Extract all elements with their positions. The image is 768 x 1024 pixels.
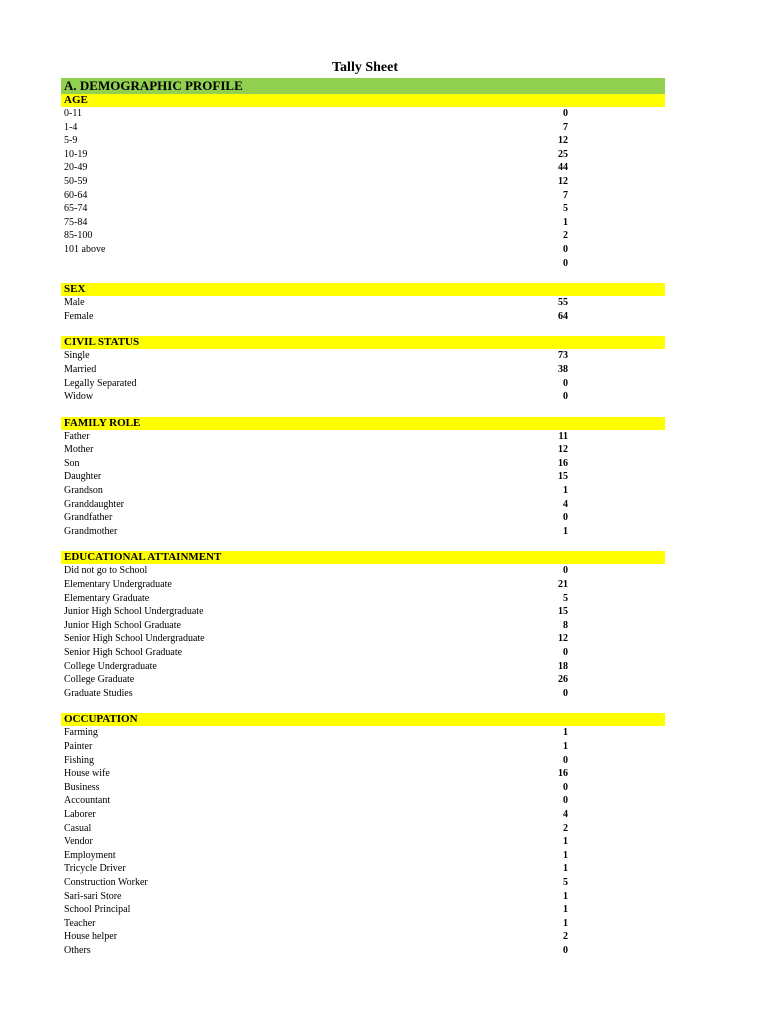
row-count: 0 xyxy=(563,754,568,766)
tally-row xyxy=(61,349,665,363)
row-label: 10-19 xyxy=(64,148,88,160)
row-count: 1 xyxy=(563,525,568,537)
row-label: Widow xyxy=(64,391,94,403)
row-count: 1 xyxy=(563,836,568,848)
tally-row xyxy=(61,835,665,849)
row-label: 0-11 xyxy=(64,108,82,119)
tally-row xyxy=(61,944,665,958)
row-label: 20-49 xyxy=(64,162,88,174)
row-count: 0 xyxy=(563,257,568,269)
row-label: Farming xyxy=(64,727,98,739)
tally-row xyxy=(61,646,665,660)
section-civil-status xyxy=(61,336,665,403)
tally-row xyxy=(61,794,665,808)
row-label: Father xyxy=(64,430,90,442)
row-label: Graduate Studies xyxy=(64,687,133,699)
row-label: Legally Separated xyxy=(64,377,137,389)
row-label: 75-84 xyxy=(64,216,88,228)
row-count: 0 xyxy=(563,391,568,403)
row-count: 1 xyxy=(563,485,568,497)
row-count: 7 xyxy=(563,121,568,133)
tally-row xyxy=(61,740,665,754)
row-count: 55 xyxy=(558,297,568,309)
row-count: 0 xyxy=(563,243,568,255)
row-label: Tricycle Driver xyxy=(64,863,126,875)
tally-row xyxy=(61,808,665,822)
row-label: Son xyxy=(64,457,80,469)
tally-row xyxy=(61,257,665,271)
section-header: OCCUPATION xyxy=(61,713,665,726)
row-label: Employment xyxy=(64,849,116,861)
tally-row xyxy=(61,673,665,687)
row-count: 15 xyxy=(558,606,568,618)
tally-row xyxy=(61,511,665,525)
section-header: SEX xyxy=(61,283,665,296)
row-count: 1 xyxy=(563,216,568,228)
tally-row xyxy=(61,161,665,175)
tally-row xyxy=(61,310,665,324)
row-label: 65-74 xyxy=(64,203,88,215)
row-count: 5 xyxy=(563,876,568,888)
tally-row xyxy=(61,619,665,633)
row-label: Grandfather xyxy=(64,512,113,524)
row-count: 1 xyxy=(563,849,568,861)
tally-row xyxy=(61,443,665,457)
row-label: Vendor xyxy=(64,836,93,848)
tally-row xyxy=(61,363,665,377)
section-sex xyxy=(61,283,665,323)
tally-row xyxy=(61,903,665,917)
tally-sheet xyxy=(61,78,665,957)
tally-row xyxy=(61,457,665,471)
row-label: Business xyxy=(64,781,100,793)
row-count: 0 xyxy=(563,108,568,119)
row-count: 1 xyxy=(563,890,568,902)
tally-row xyxy=(61,189,665,203)
row-count: 5 xyxy=(563,592,568,604)
tally-row xyxy=(61,767,665,781)
row-label: Single xyxy=(64,350,90,362)
section-age xyxy=(61,94,665,270)
tally-row xyxy=(61,470,665,484)
row-label: School Principal xyxy=(64,904,131,916)
row-count: 1 xyxy=(563,740,568,752)
row-count: 1 xyxy=(563,727,568,739)
row-label: Female xyxy=(64,310,94,322)
tally-row xyxy=(61,216,665,230)
tally-row xyxy=(61,525,665,539)
row-count: 73 xyxy=(558,350,568,362)
tally-row xyxy=(61,243,665,257)
row-label: Did not go to School xyxy=(64,565,148,577)
row-count: 11 xyxy=(558,430,568,442)
row-count: 16 xyxy=(558,768,568,780)
row-label: Grandmother xyxy=(64,525,118,537)
tally-row xyxy=(61,564,665,578)
row-count: 12 xyxy=(558,633,568,645)
row-label: Junior High School Graduate xyxy=(64,619,181,631)
tally-row xyxy=(61,578,665,592)
row-count: 21 xyxy=(558,579,568,591)
tally-row xyxy=(61,484,665,498)
tally-row xyxy=(61,430,665,444)
row-label: Mother xyxy=(64,444,94,456)
section-header: CIVIL STATUS xyxy=(61,336,665,349)
row-count: 38 xyxy=(558,363,568,375)
row-count: 2 xyxy=(563,230,568,242)
tally-row xyxy=(61,121,665,135)
tally-row xyxy=(61,605,665,619)
row-count: 0 xyxy=(563,944,568,956)
row-label: 60-64 xyxy=(64,189,88,201)
row-count: 44 xyxy=(558,162,568,174)
tally-row xyxy=(61,107,665,121)
row-count: 0 xyxy=(563,795,568,807)
row-count: 26 xyxy=(558,674,568,686)
row-label: Elementary Undergraduate xyxy=(64,579,172,591)
tally-row xyxy=(61,175,665,189)
row-count: 12 xyxy=(558,175,568,187)
row-count: 1 xyxy=(563,917,568,929)
tally-row xyxy=(61,890,665,904)
tally-row xyxy=(61,134,665,148)
row-count: 0 xyxy=(563,377,568,389)
row-label: Others xyxy=(64,944,91,956)
row-label: Sari-sari Store xyxy=(64,890,122,902)
row-count: 1 xyxy=(563,863,568,875)
row-label: Grandson xyxy=(64,485,103,497)
row-count: 12 xyxy=(558,135,568,147)
row-count: 2 xyxy=(563,822,568,834)
tally-row xyxy=(61,849,665,863)
row-count: 8 xyxy=(563,619,568,631)
row-count: 0 xyxy=(563,647,568,658)
row-count: 7 xyxy=(563,189,568,201)
section-occupation xyxy=(61,713,665,957)
tally-row xyxy=(61,632,665,646)
row-label: 50-59 xyxy=(64,175,88,187)
tally-row xyxy=(61,390,665,404)
row-count: 4 xyxy=(563,498,568,510)
row-count: 5 xyxy=(563,203,568,215)
row-label: Laborer xyxy=(64,808,96,820)
row-label: 5-9 xyxy=(64,135,78,147)
tally-row xyxy=(61,148,665,162)
tally-row xyxy=(61,781,665,795)
tally-row xyxy=(61,726,665,740)
row-count: 0 xyxy=(563,565,568,577)
row-label: 1-4 xyxy=(64,121,78,133)
tally-row xyxy=(61,660,665,674)
row-count: 18 xyxy=(558,660,568,672)
row-label: Teacher xyxy=(64,917,96,929)
row-label: Accountant xyxy=(64,795,111,807)
tally-row xyxy=(61,862,665,876)
demographic-profile-header: A. DEMOGRAPHIC PROFILE xyxy=(61,78,665,94)
row-label: Casual xyxy=(64,822,92,834)
section-family-role xyxy=(61,417,665,539)
row-label: Fishing xyxy=(64,754,95,766)
row-label: 101 above xyxy=(64,243,106,255)
row-count: 0 xyxy=(563,512,568,524)
page-title: Tally Sheet xyxy=(332,60,398,75)
tally-row xyxy=(61,498,665,512)
row-label: Male xyxy=(64,297,85,309)
section-header: AGE xyxy=(61,94,665,107)
tally-row xyxy=(61,296,665,310)
row-count: 64 xyxy=(558,310,568,322)
tally-row xyxy=(61,377,665,391)
row-count: 4 xyxy=(563,808,568,820)
tally-row xyxy=(61,592,665,606)
section-educational-attainment xyxy=(61,551,665,700)
tally-row xyxy=(61,930,665,944)
row-label: Elementary Graduate xyxy=(64,592,150,604)
row-count: 25 xyxy=(558,148,568,160)
row-label: Senior High School Graduate xyxy=(64,647,183,658)
row-label: College Graduate xyxy=(64,674,135,686)
row-count: 0 xyxy=(563,687,568,699)
tally-row xyxy=(61,876,665,890)
row-count: 16 xyxy=(558,457,568,469)
row-count: 12 xyxy=(558,444,568,456)
tally-row xyxy=(61,754,665,768)
row-label: Granddaughter xyxy=(64,498,124,510)
sections-container xyxy=(61,94,665,957)
section-header: FAMILY ROLE xyxy=(61,417,665,430)
tally-row xyxy=(61,822,665,836)
row-count: 15 xyxy=(558,471,568,483)
row-label: Painter xyxy=(64,740,93,752)
section-header: EDUCATIONAL ATTAINMENT xyxy=(61,551,665,564)
row-count: 1 xyxy=(563,904,568,916)
row-label: House helper xyxy=(64,931,118,943)
tally-row xyxy=(61,917,665,931)
row-label: Construction Worker xyxy=(64,876,148,888)
row-label: 85-100 xyxy=(64,230,93,242)
row-label: Junior High School Undergraduate xyxy=(64,606,204,618)
row-label: Senior High School Undergraduate xyxy=(64,633,205,645)
tally-row xyxy=(61,687,665,701)
row-count: 0 xyxy=(563,781,568,793)
row-label: Married xyxy=(64,363,97,375)
row-label: College Undergraduate xyxy=(64,660,157,672)
row-label: Daughter xyxy=(64,471,102,483)
row-count: 2 xyxy=(563,931,568,943)
row-label: House wife xyxy=(64,768,110,780)
tally-row xyxy=(61,202,665,216)
tally-row xyxy=(61,229,665,243)
